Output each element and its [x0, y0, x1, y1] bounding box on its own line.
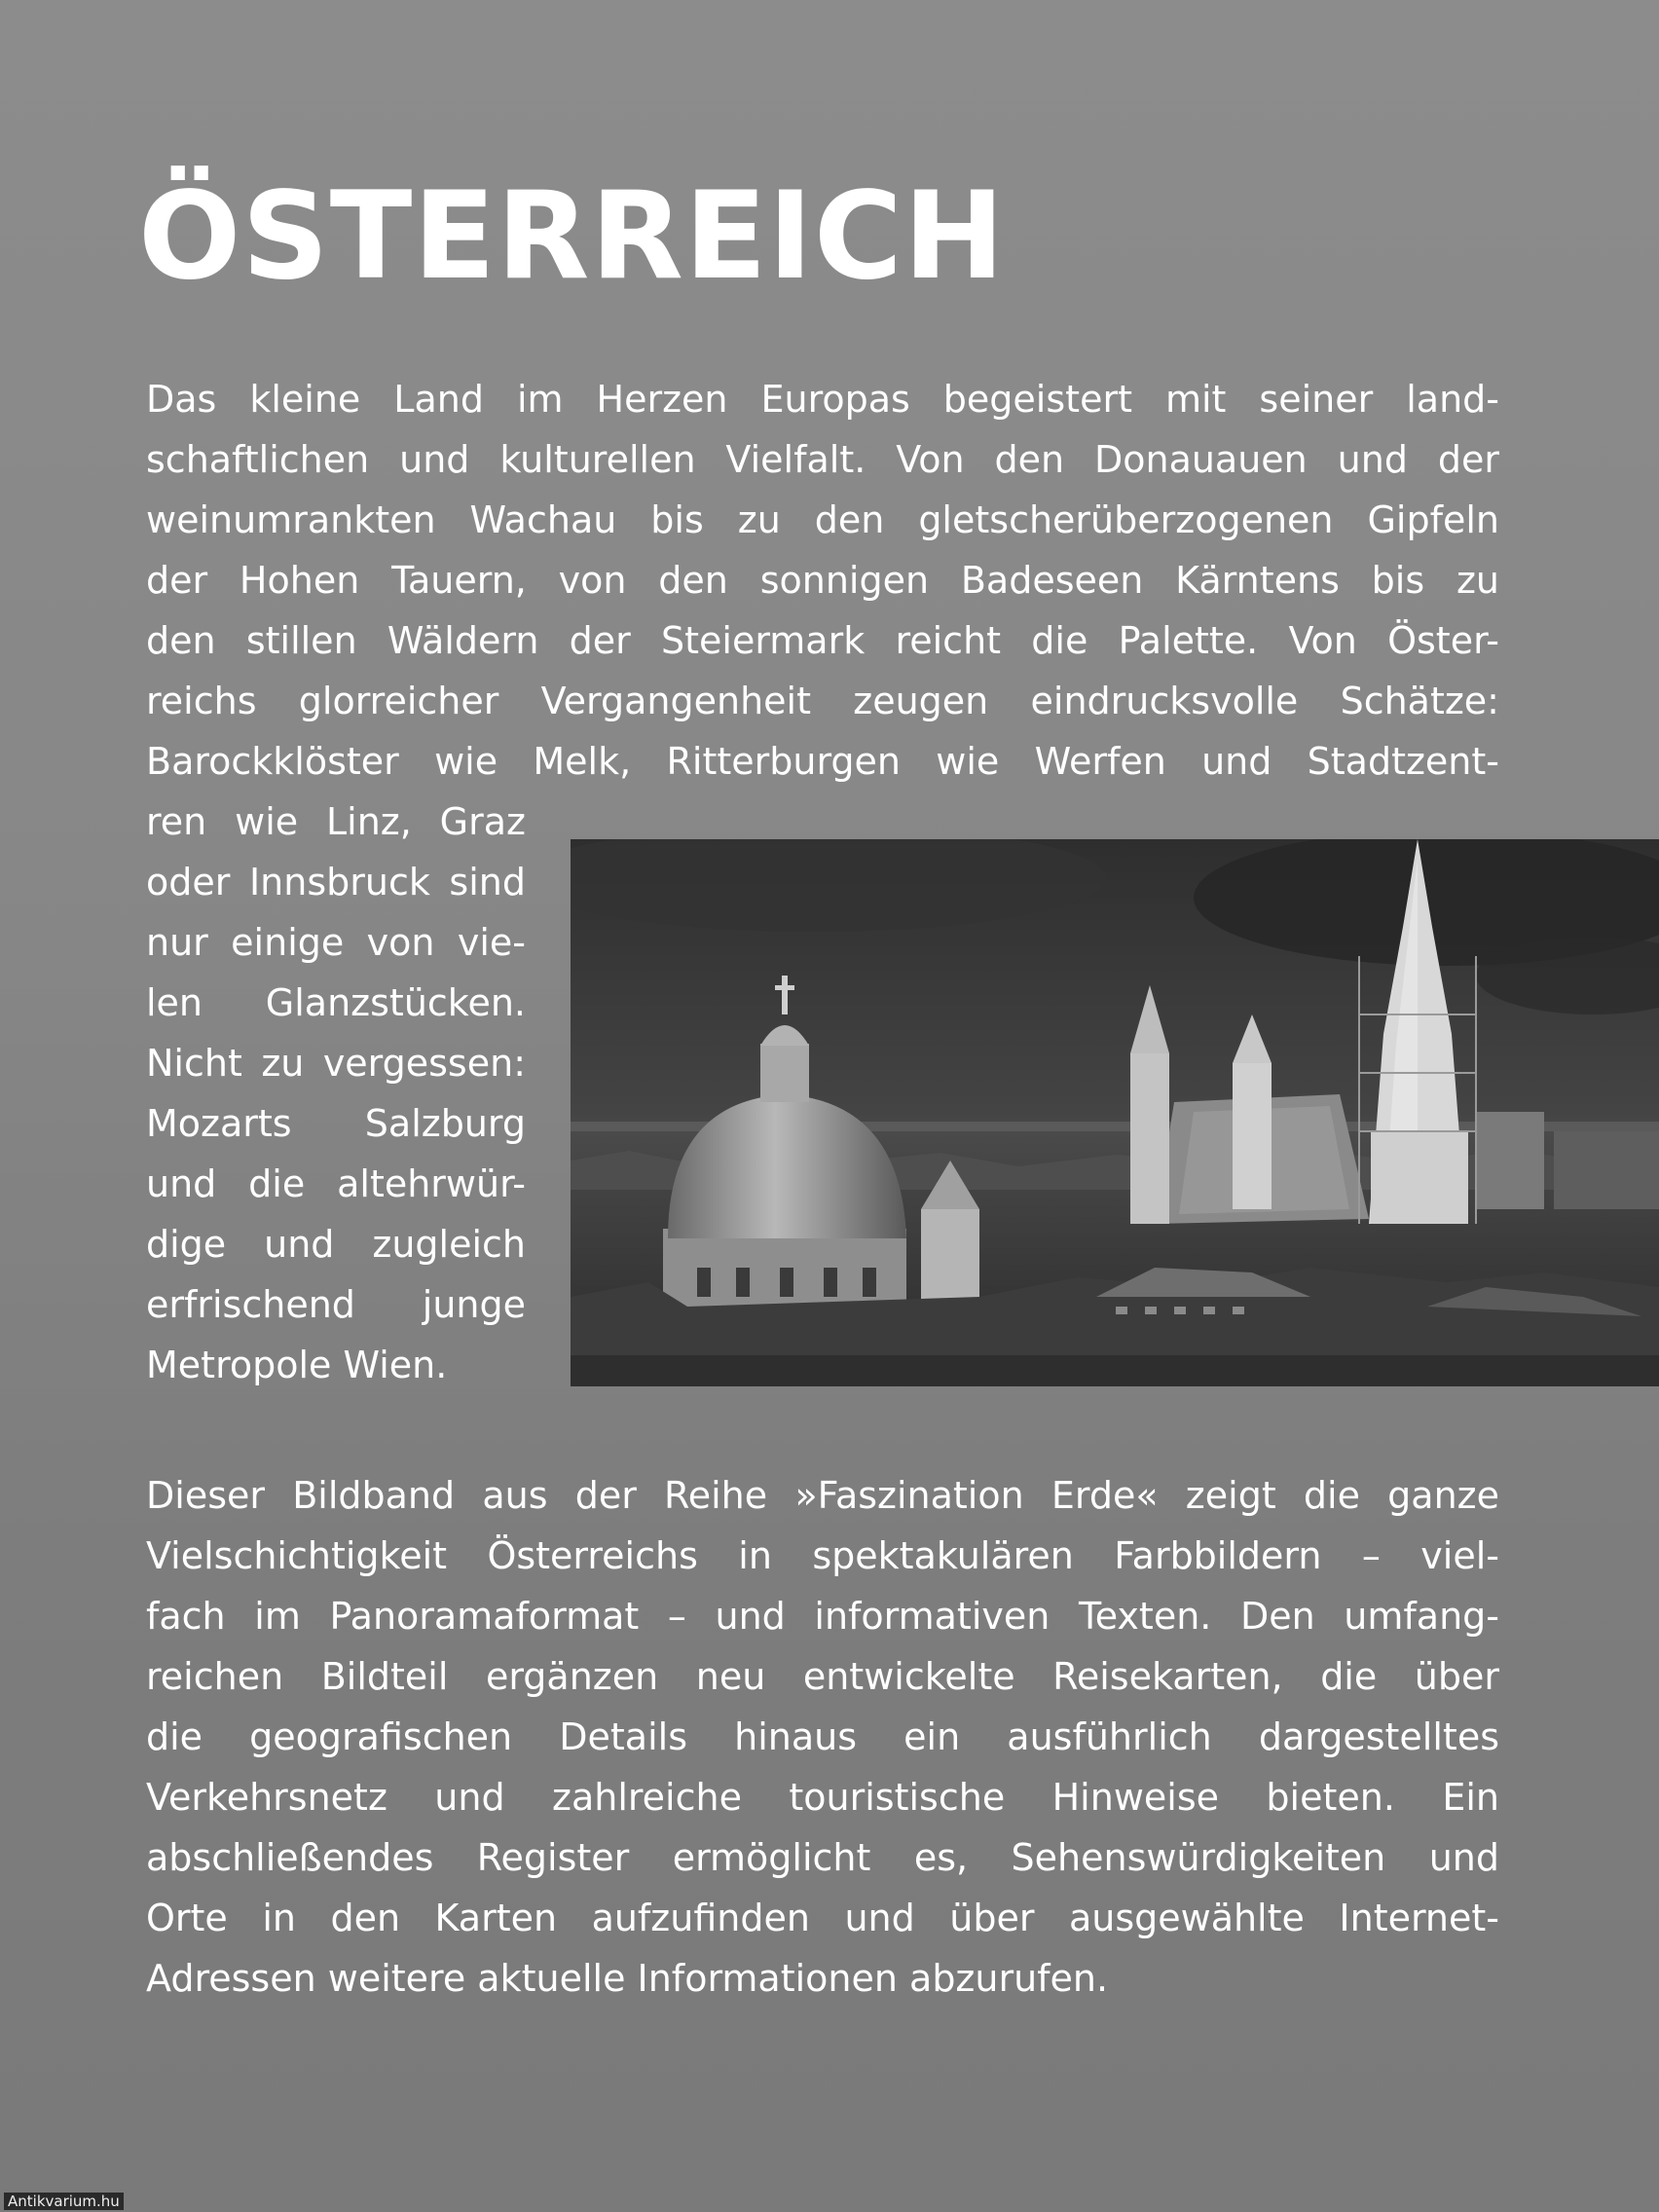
body-line: fach im Panoramaformat – und informativen Texten. Den umfang- — [146, 1595, 1499, 1638]
intro-line: schaftlichen und kulturellen Vielfalt. Von den Donauauen und der — [146, 438, 1499, 481]
vienna-skyline-photo — [571, 839, 1659, 1386]
side-line: oder Innsbruck sind — [146, 861, 526, 903]
side-line: und die altehrwür- — [146, 1162, 526, 1205]
body-line: Adressen weitere aktuelle Informationen abzurufen. — [146, 1957, 1109, 2000]
side-line: dige und zugleich — [146, 1223, 526, 1266]
side-line: Metropole Wien. — [146, 1344, 448, 1386]
watermark: Antikvarium.hu — [4, 2193, 124, 2210]
body-line: die geografischen Details hinaus ein ausführlich dargestelltes — [146, 1715, 1499, 1758]
side-line: Mozarts Salzburg — [146, 1102, 526, 1145]
page-title: ÖSTERREICH — [138, 166, 1006, 307]
intro-line: weinumrankten Wachau bis zu den gletscherüberzogenen Gipfeln — [146, 498, 1499, 541]
intro-line: den stillen Wäldern der Steiermark reicht die Palette. Von Öster- — [146, 619, 1499, 662]
side-line: nur einige von vie- — [146, 921, 526, 964]
body-line: Dieser Bildband aus der Reihe »Faszination Erde« zeigt die ganze — [146, 1474, 1499, 1517]
side-line: ren wie Linz, Graz — [146, 800, 526, 843]
side-line: len Glanzstücken. — [146, 981, 526, 1024]
side-line: Nicht zu vergessen: — [146, 1042, 526, 1085]
body-line: reichen Bildteil ergänzen neu entwickelte Reisekarten, die über — [146, 1655, 1499, 1698]
side-line: erfrischend junge — [146, 1283, 526, 1326]
intro-line: Barockklöster wie Melk, Ritterburgen wie Werfen und Stadtzent- — [146, 740, 1499, 783]
body-line: abschließendes Register ermöglicht es, Sehenswürdigkeiten und — [146, 1836, 1499, 1879]
intro-line: reichs glorreicher Vergangenheit zeugen eindrucksvolle Schätze: — [146, 680, 1499, 722]
intro-line: der Hohen Tauern, von den sonnigen Badeseen Kärntens bis zu — [146, 559, 1499, 602]
body-line: Orte in den Karten aufzufinden und über ausgewählte Internet- — [146, 1897, 1499, 1939]
body-line: Vielschichtigkeit Österreichs in spektakulären Farbbildern – viel- — [146, 1534, 1499, 1577]
intro-line: Das kleine Land im Herzen Europas begeistert mit seiner land- — [146, 378, 1499, 421]
body-line: Verkehrsnetz und zahlreiche touristische Hinweise bieten. Ein — [146, 1776, 1499, 1819]
